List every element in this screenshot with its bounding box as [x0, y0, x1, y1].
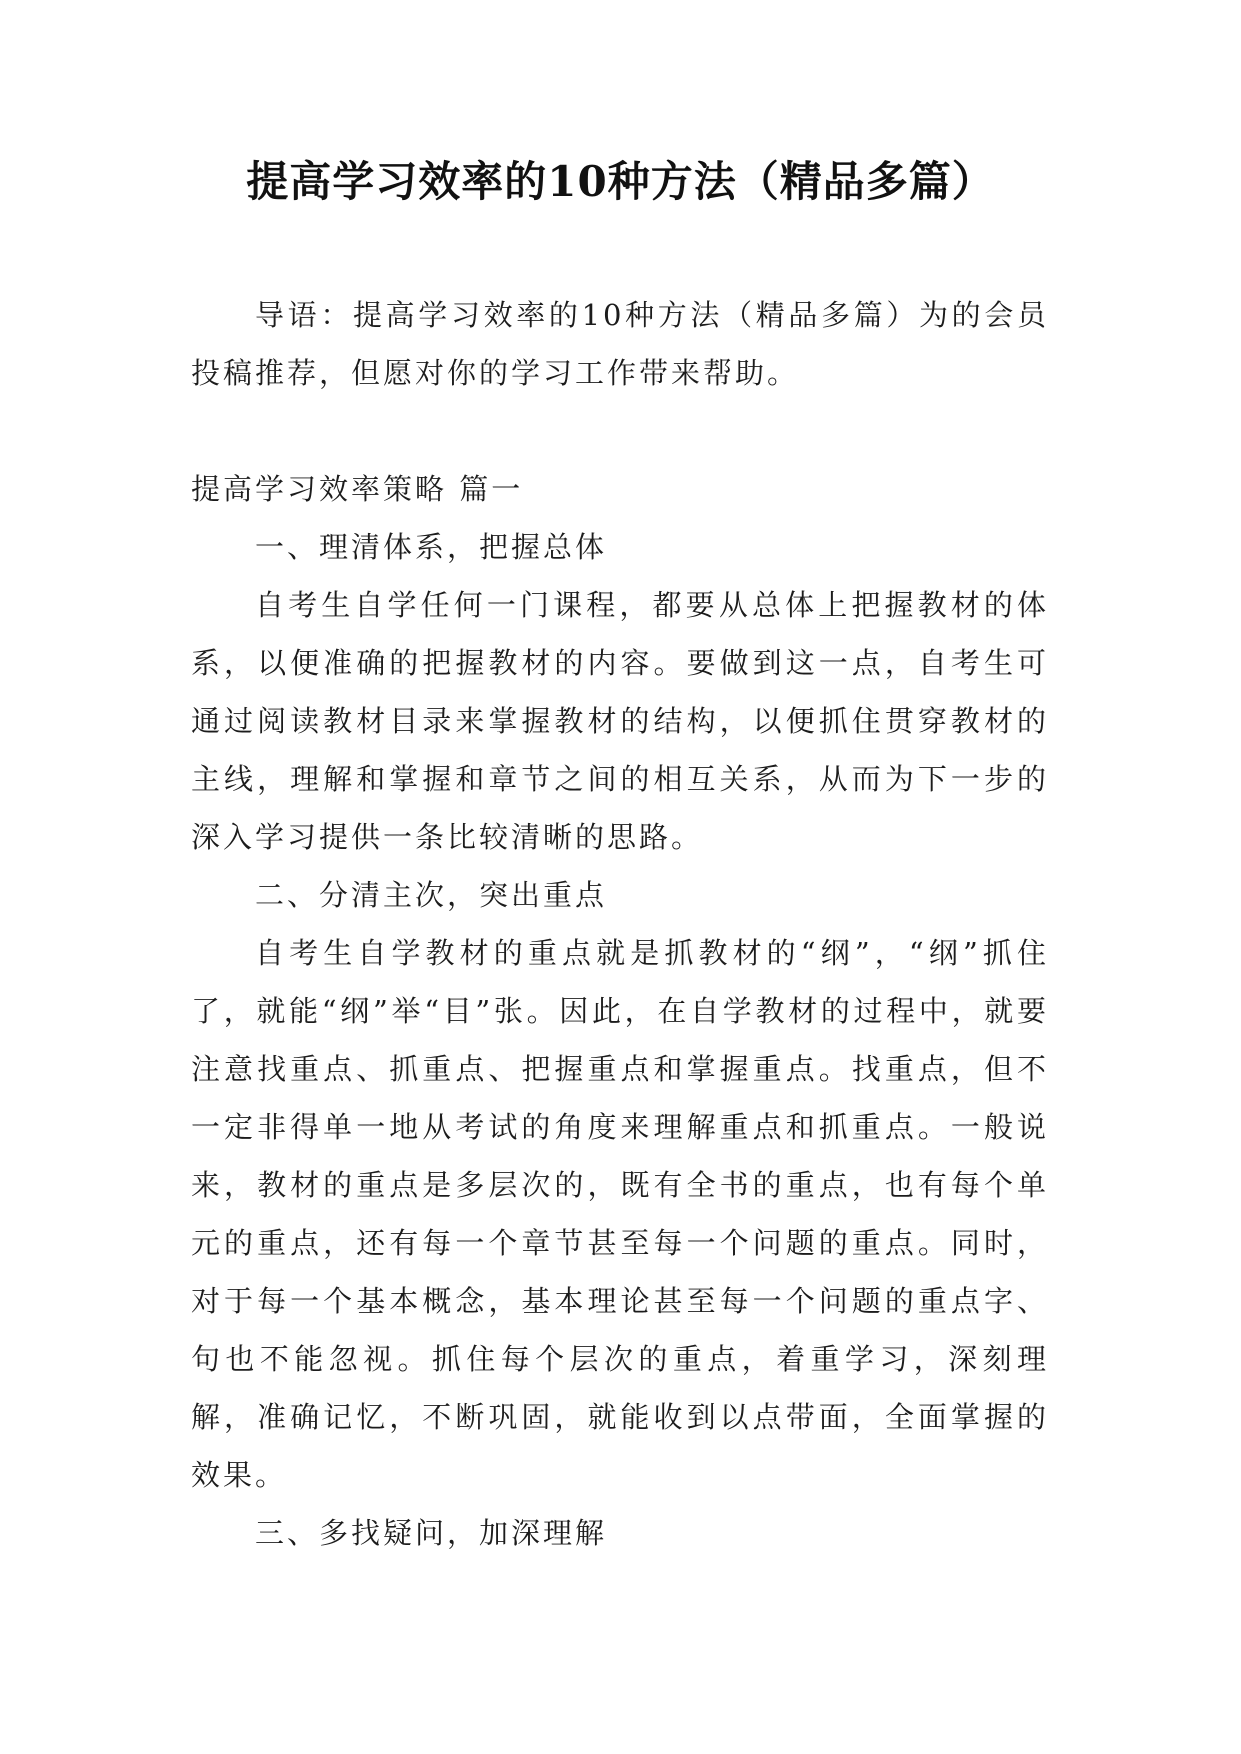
section-heading: 提高学习效率策略 篇一: [191, 472, 524, 506]
document-title: 提高学习效率的10种方法（精品多篇）: [246, 157, 995, 206]
subsection-heading-1: 一、理清体系，把握总体: [255, 530, 608, 564]
subsection-body-2: 自考生自学教材的重点就是抓教材的“纲”，“纲”抓住了，就能“纲”举“目”张。因此，在自学教材的过程中，就要注意找重点、抓重点、把握重点和掌握重点。找重点，但不一定非得单一地从考试的角度来理解重点和抓重点。一般说来，教材的重点是多层次的，既有全书的重点，也有每个单元的重点，还有每一个章节甚至每一个问题的重点。同时，对于每一个基本概念，基本理论甚至每一个问题的重点字、句也不能忽视。抓住每个层次的重点，着重学习，深刻理解，准确记忆，不断巩固，就能收到以点带面，全面掌握的效果。: [191, 936, 1049, 1492]
subsection-body-1: 自考生自学任何一门课程，都要从总体上把握教材的体系，以便准确的把握教材的内容。要做到这一点，自考生可通过阅读教材目录来掌握教材的结构，以便抓住贯穿教材的主线，理解和掌握和章节之间的相互关系，从而为下一步的深入学习提供一条比较清晰的思路。: [191, 588, 1049, 854]
intro-paragraph: 导语：提高学习效率的10种方法（精品多篇）为的会员投稿推荐，但愿对你的学习工作带来帮助。: [191, 298, 1049, 390]
subsection-heading-3: 三、多找疑问，加深理解: [255, 1516, 608, 1550]
document-body: [191, 286, 1049, 1562]
subsection-heading-2: 二、分清主次，突出重点: [255, 878, 608, 912]
